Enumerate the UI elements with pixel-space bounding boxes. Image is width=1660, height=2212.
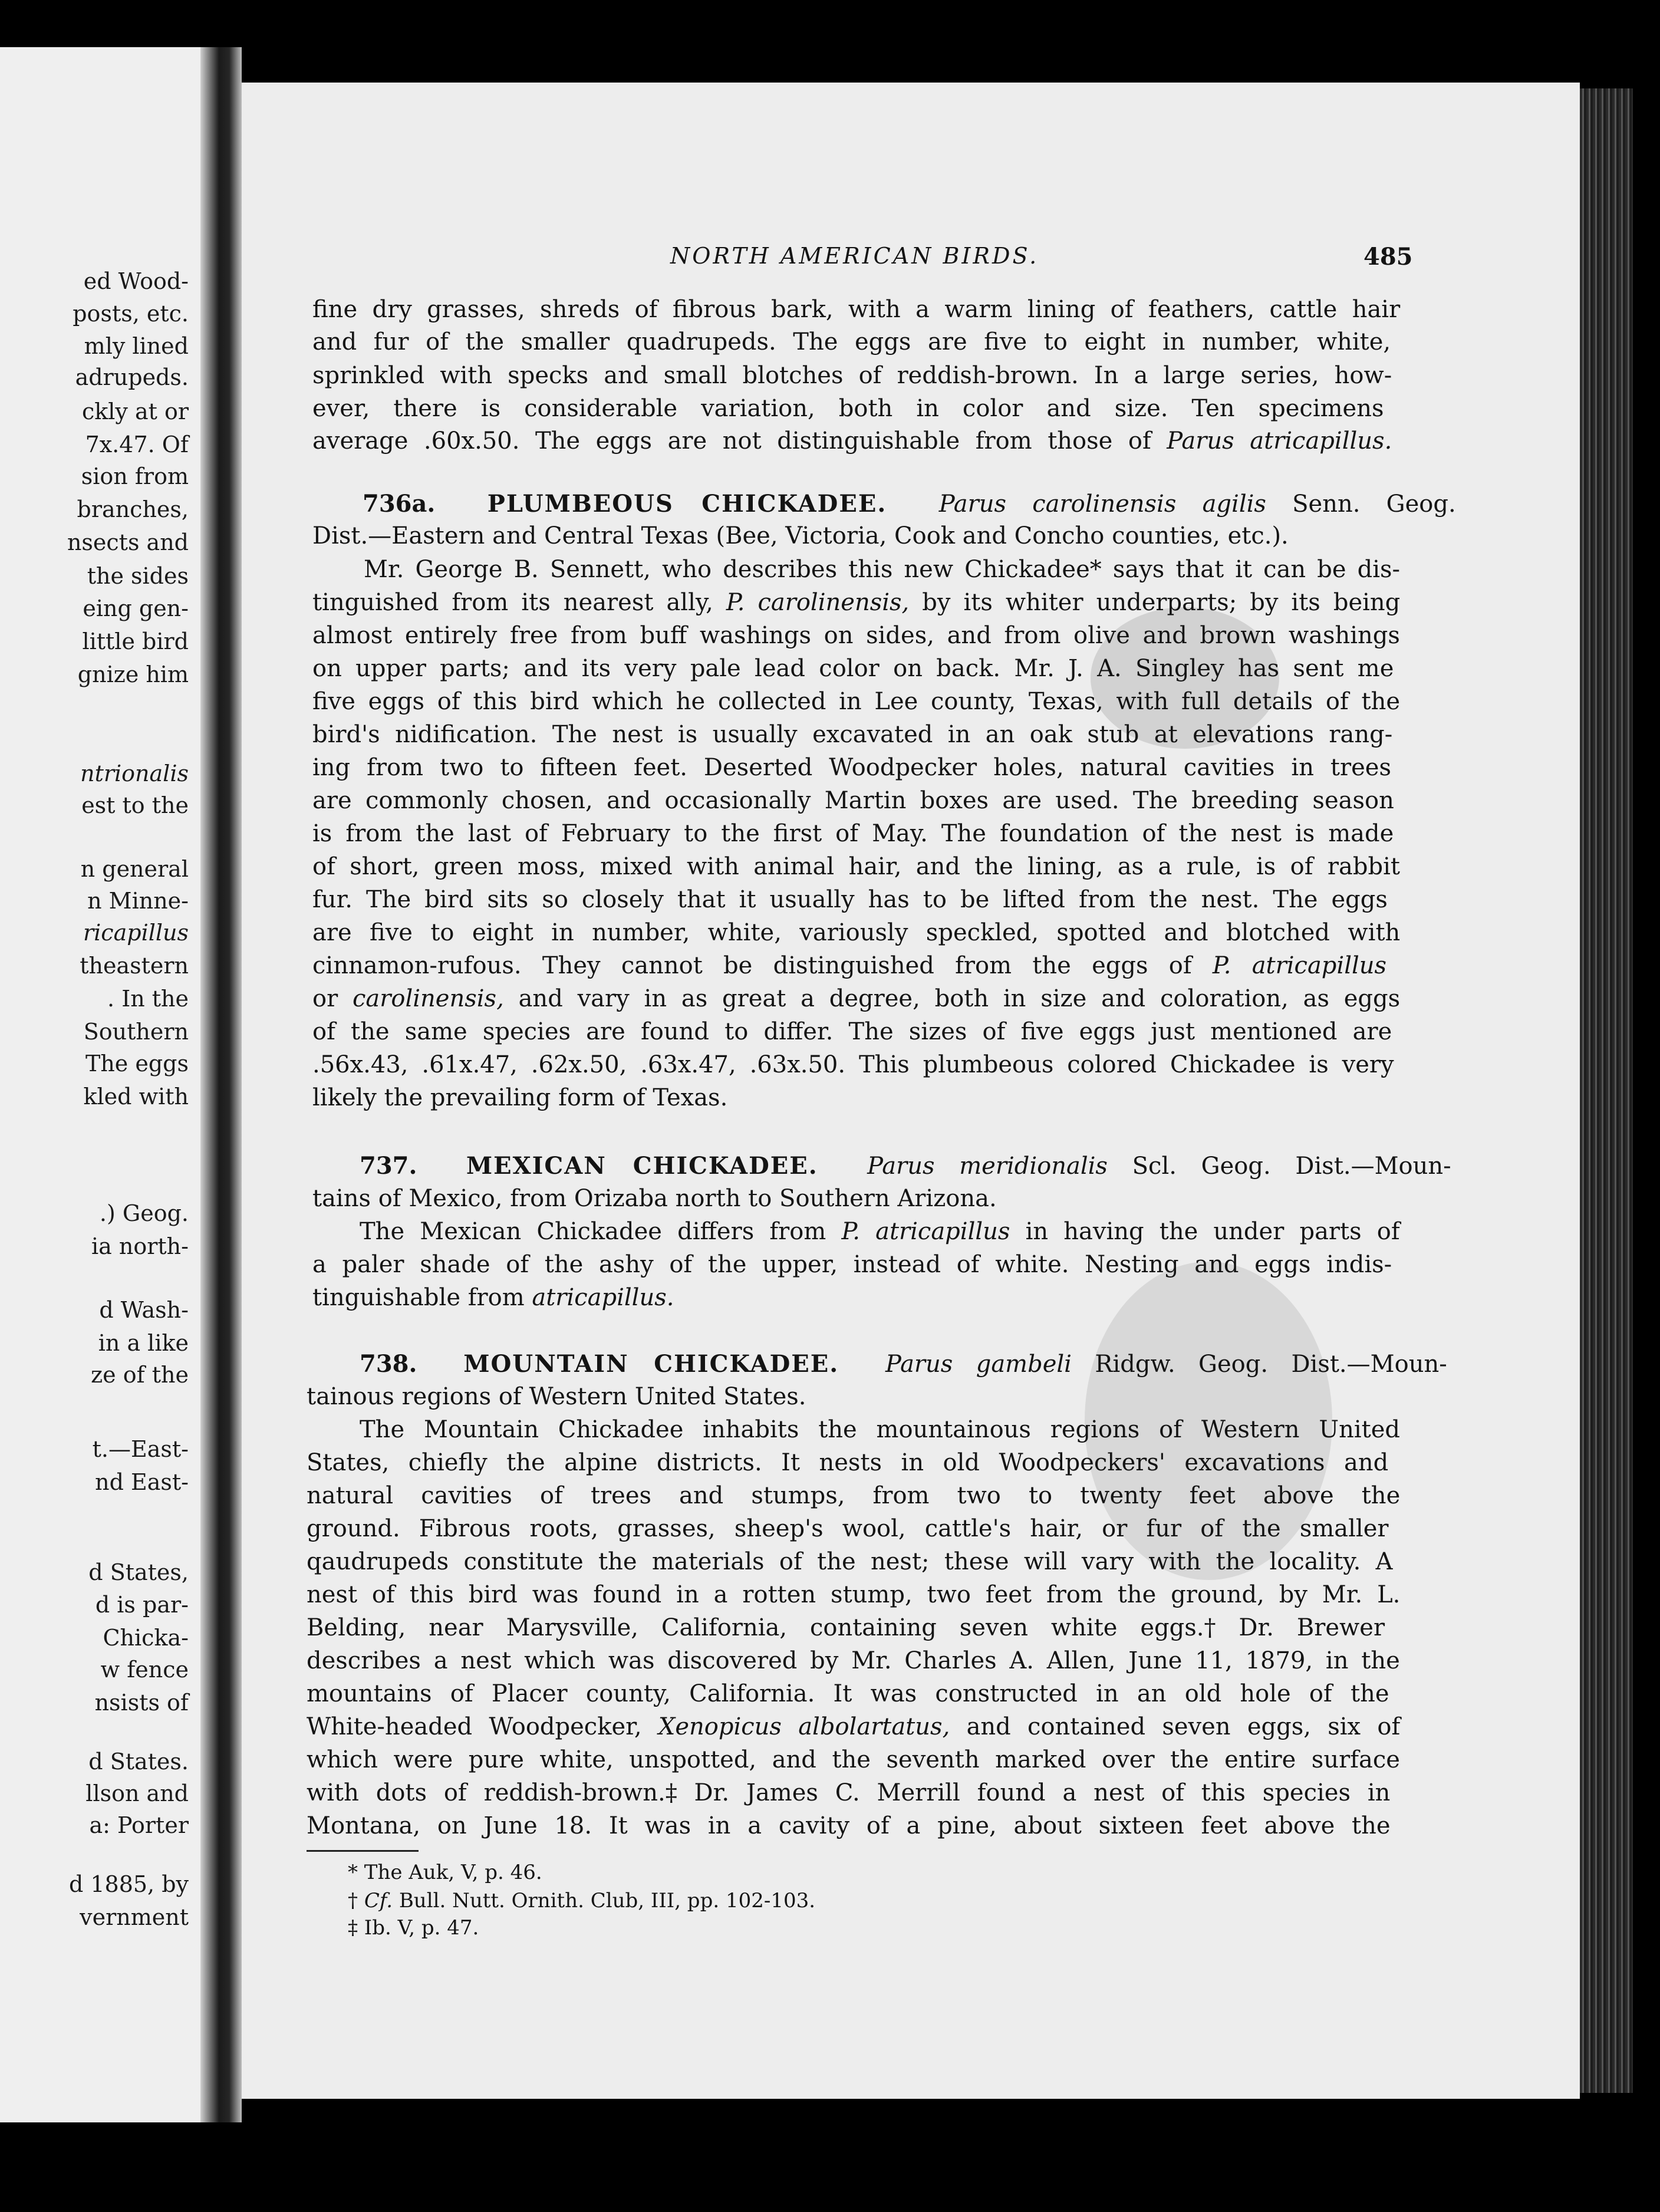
- footnote-text: Bull. Nutt. Ornith. Club, III, pp. 102-103.: [393, 1889, 816, 1913]
- page-485: [242, 83, 1580, 2099]
- footnote: ‡ Ib. V, p. 47.: [348, 1916, 479, 1940]
- text-line: [312, 985, 1400, 1012]
- sci-name: atricapillus.: [532, 1284, 674, 1311]
- intro-sci-name: Parus atricapillus.: [1167, 427, 1392, 455]
- species-authority: Ridgw. Geog. Dist.—Moun-: [1071, 1351, 1447, 1378]
- left-page-line: w fence: [100, 1657, 189, 1683]
- footnote: * The Auk, V, p. 46.: [348, 1861, 542, 1884]
- left-page-line: est to the: [81, 792, 189, 818]
- species-name: MEXICAN CHICKADEE.: [466, 1152, 818, 1180]
- text-span: cinnamon-rufous. They cannot be distinguished from the eggs of: [312, 952, 1213, 979]
- text-line: fur. The bird sits so closely that it usually has to be lifted from the nest. The eggs: [312, 886, 1388, 913]
- species-authority: Senn. Geog.: [1266, 491, 1456, 518]
- left-page-line: ricapillus: [83, 920, 189, 946]
- distribution-line: tainous regions of Western United States.: [307, 1383, 806, 1410]
- text-line: is from the last of February to the first of May. The foundation of the nest is made: [312, 820, 1394, 847]
- text-line: a paler shade of the ashy of the upper, instead of white. Nesting and eggs indis-: [312, 1251, 1392, 1278]
- species-name: PLUMBEOUS CHICKADEE.: [487, 490, 887, 518]
- left-page-line: branches,: [77, 496, 189, 522]
- left-page-line: adrupeds.: [75, 364, 189, 390]
- text-line: of the same species are found to differ. The sizes of five eggs just mentioned are: [312, 1018, 1392, 1045]
- intro-line: [312, 427, 1392, 455]
- footnote-rule: [307, 1850, 419, 1852]
- text-span: by its whiter underparts; by its being: [909, 589, 1401, 616]
- intro-line: sprinkled with specks and small blotches of reddish-brown. In a large series, how-: [312, 362, 1392, 389]
- left-page-line: the sides: [87, 563, 189, 589]
- text-line: qaudrupeds constitute the materials of the nest; these will vary with the locality. A: [307, 1548, 1393, 1575]
- species-name: MOUNTAIN CHICKADEE.: [463, 1350, 839, 1378]
- left-page-line: ia north-: [91, 1233, 189, 1259]
- text-line: ground. Fibrous roots, grasses, sheep's wool, cattle's hair, or fur of the smaller: [307, 1515, 1389, 1542]
- text-line: [312, 1284, 674, 1311]
- intro-line: ever, there is considerable variation, both in color and size. Ten specimens: [312, 395, 1384, 422]
- text-line: which were pure white, unspotted, and the seventh marked over the entire surface: [307, 1746, 1400, 1773]
- running-title: NORTH AMERICAN BIRDS.: [670, 243, 1039, 269]
- left-page-line: .) Geog.: [99, 1200, 189, 1226]
- text-span: White-headed Woodpecker,: [307, 1713, 658, 1740]
- text-line: nest of this bird was found in a rotten stump, two feet from the ground, by Mr. L.: [307, 1581, 1401, 1608]
- species-number: 736a.: [363, 490, 436, 518]
- intro-text: average .60x.50. The eggs are not distinguishable from those of: [312, 427, 1167, 455]
- text-line: on upper parts; and its very pale lead color on back. Mr. J. A. Singley has sent me: [312, 655, 1394, 682]
- text-line: [312, 589, 1400, 616]
- left-page-line: nd East-: [95, 1469, 189, 1495]
- text-line: Montana, on June 18. It was in a cavity of a pine, about sixteen feet above the: [307, 1812, 1391, 1839]
- left-page-line: 7x.47. Of: [85, 432, 189, 457]
- left-page-line: posts, etc.: [73, 301, 189, 327]
- left-page-line: Southern: [83, 1019, 189, 1045]
- text-line: with dots of reddish-brown.‡ Dr. James C. Merrill found a nest of this species in: [307, 1779, 1391, 1806]
- text-span: tinguished from its nearest ally,: [312, 589, 726, 616]
- species-heading-737: [360, 1152, 1451, 1180]
- left-page-line: ckly at or: [81, 399, 189, 424]
- left-page-line: Chicka-: [103, 1625, 189, 1651]
- text-line: States, chiefly the alpine districts. It nests in old Woodpeckers' excavations and: [307, 1449, 1389, 1476]
- text-line: mountains of Placer county, California. It was constructed in an old hole of the: [307, 1680, 1389, 1707]
- distribution-line: Dist.—Eastern and Central Texas (Bee, Victoria, Cook and Concho counties, etc.).: [312, 522, 1289, 549]
- left-page-line: d Wash-: [99, 1297, 189, 1323]
- left-page-line: llson and: [85, 1780, 189, 1806]
- left-page-line: t.—East-: [92, 1436, 189, 1462]
- text-line: Mr. George B. Sennett, who describes this new Chickadee* says that it can be dis-: [364, 556, 1401, 583]
- species-sci-name: Parus gambeli: [885, 1351, 1072, 1378]
- text-line: ing from two to fifteen feet. Deserted Woodpecker holes, natural cavities in trees: [312, 754, 1391, 781]
- text-line: are commonly chosen, and occasionally Martin boxes are used. The breeding season: [312, 787, 1394, 814]
- text-line: [312, 952, 1386, 979]
- species-sci-name: Parus meridionalis: [867, 1153, 1108, 1180]
- text-span: and contained seven eggs, six of: [950, 1713, 1401, 1740]
- footnote-italic: Cf.: [364, 1889, 393, 1913]
- text-span: or: [312, 985, 353, 1012]
- distribution-line: tains of Mexico, from Orizaba north to Southern Arizona.: [312, 1185, 997, 1212]
- text-line: describes a nest which was discovered by Mr. Charles A. Allen, June 11, 1879, in the: [307, 1647, 1400, 1674]
- left-page-line: a: Porter: [89, 1812, 189, 1838]
- species-heading-736a: [363, 490, 1456, 518]
- species-number: 738.: [360, 1350, 417, 1378]
- left-page-line: mly lined: [84, 333, 189, 359]
- intro-line: fine dry grasses, shreds of fibrous bark, with a warm lining of feathers, cattle hair: [312, 296, 1401, 323]
- footnote-mark: †: [348, 1889, 364, 1913]
- left-page-line: ntrionalis: [80, 761, 189, 786]
- species-sci-name: Parus carolinensis agilis: [938, 491, 1266, 518]
- text-line: are five to eight in number, white, variously speckled, spotted and blotched with: [312, 919, 1401, 946]
- left-facing-page: [0, 47, 200, 2122]
- left-page-line: ze of the: [91, 1362, 189, 1388]
- left-page-line: theastern: [80, 953, 189, 979]
- text-line: The Mountain Chickadee inhabits the mountainous regions of Western United: [360, 1416, 1400, 1443]
- species-number: 737.: [360, 1152, 417, 1180]
- page-edges: [1580, 88, 1633, 2093]
- sci-name: P. carolinensis,: [726, 589, 910, 616]
- sci-name: carolinensis,: [353, 985, 504, 1012]
- left-page-line: d States,: [88, 1559, 189, 1585]
- text-line: almost entirely free from buff washings on sides, and from olive and brown washings: [312, 622, 1400, 649]
- left-page-line: d is par-: [95, 1592, 189, 1618]
- left-page-line: vernment: [80, 1904, 189, 1930]
- text-line: [360, 1218, 1400, 1245]
- text-span: and vary in as great a degree, both in size and coloration, as eggs: [503, 985, 1401, 1012]
- text-span: The Mexican Chickadee differs from: [360, 1218, 842, 1245]
- text-line: natural cavities of trees and stumps, from two to twenty feet above the: [307, 1482, 1401, 1509]
- text-line: .56x.43, .61x.47, .62x.50, .63x.47, .63x.50. This plumbeous colored Chickadee is very: [312, 1051, 1394, 1078]
- text-line: [307, 1713, 1400, 1740]
- left-page-line: nsists of: [94, 1690, 189, 1716]
- sci-name: P. atricapillus: [1212, 952, 1387, 979]
- left-page-line: eing gen-: [83, 595, 189, 621]
- text-line: likely the prevailing form of Texas.: [312, 1084, 728, 1111]
- page-number: 485: [1363, 243, 1413, 271]
- text-line: of short, green moss, mixed with animal hair, and the lining, as a rule, is of rabbit: [312, 853, 1400, 880]
- species-authority: Scl. Geog. Dist.—Moun-: [1107, 1153, 1451, 1180]
- left-page-line: d 1885, by: [68, 1871, 189, 1897]
- left-page-line: n Minne-: [87, 888, 189, 914]
- footnote: [348, 1889, 815, 1913]
- left-page-line: The eggs: [85, 1051, 189, 1077]
- text-line: bird's nidification. The nest is usually excavated in an oak stub at elevations rang-: [312, 721, 1393, 748]
- left-page-line: little bird: [82, 628, 189, 654]
- text-line: Belding, near Marysville, California, containing seven white eggs.† Dr. Brewer: [307, 1614, 1385, 1641]
- left-page-line: gnize him: [77, 661, 189, 687]
- sci-name: Xenopicus albolartatus,: [658, 1713, 950, 1740]
- text-line: five eggs of this bird which he collected in Lee county, Texas, with full details of the: [312, 688, 1401, 715]
- left-page-line: n general: [80, 856, 189, 882]
- left-page-line: d States.: [88, 1749, 189, 1775]
- intro-line: and fur of the smaller quadrupeds. The eggs are five to eight in number, white,: [312, 328, 1391, 356]
- left-page-line: . In the: [107, 986, 189, 1012]
- left-page-line: nsects and: [67, 529, 189, 555]
- species-heading-738: [360, 1350, 1447, 1378]
- left-page-line: kled with: [83, 1084, 189, 1110]
- text-span: tinguishable from: [312, 1284, 532, 1311]
- text-span: in having the under parts of: [1010, 1218, 1400, 1245]
- left-page-line: in a like: [98, 1330, 189, 1356]
- left-page-line: sion from: [81, 463, 189, 489]
- book-gutter: [200, 47, 242, 2122]
- sci-name: P. atricapillus: [841, 1218, 1010, 1245]
- left-page-line: ed Wood-: [83, 268, 189, 294]
